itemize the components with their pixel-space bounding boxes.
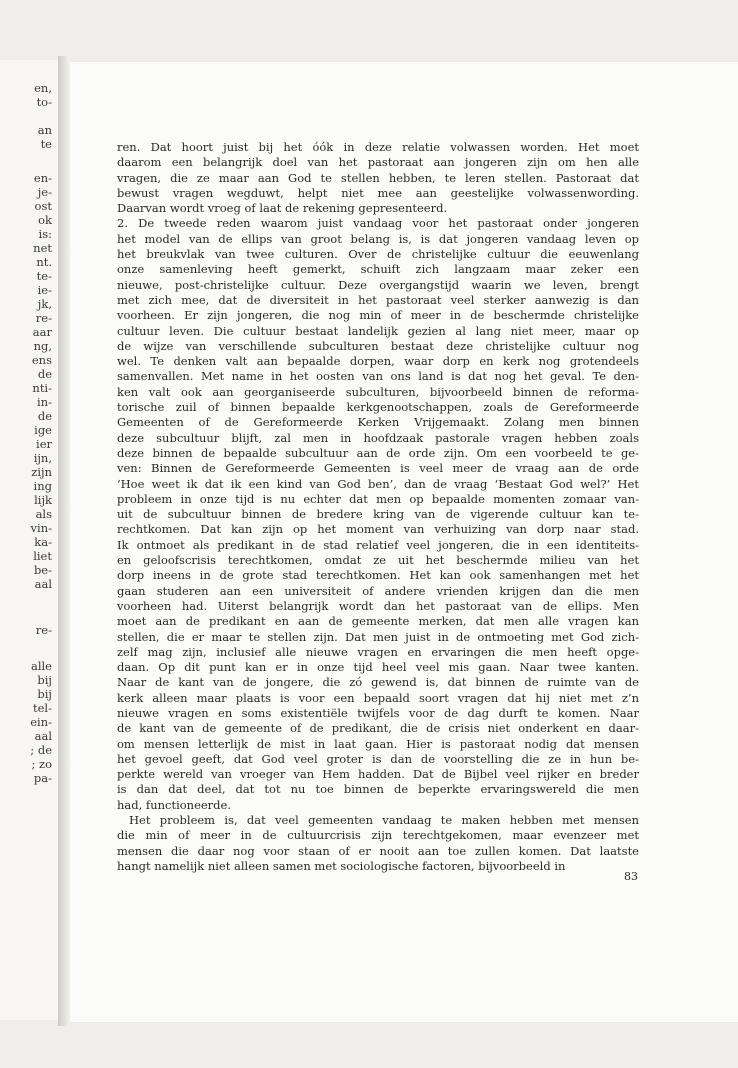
text-line: de kant van de gemeente of de predikant, die de crisis niet onderkent en daar- [117, 721, 639, 736]
previous-page-fragment: is: [38, 227, 52, 241]
previous-page-fragment: ka- [34, 535, 52, 549]
previous-page-fragment: zijn [31, 465, 52, 479]
text-line: deze subcultuur blijft, zal men in hoofdzaak pastorale vragen hebben zoals [117, 430, 639, 445]
previous-page-fragment: de [37, 409, 52, 423]
previous-page-fragment: bij [37, 673, 52, 687]
text-line: daarom een belangrijk doel van het pastoraat aan jongeren zijn om hen alle [117, 155, 639, 170]
previous-page-fragment: en- [33, 171, 52, 185]
text-line: Ik ontmoet als predikant in de stad relatief veel jongeren, die in een identiteits- [117, 537, 639, 552]
previous-page-fragment: tel- [33, 701, 52, 715]
text-line: Naar de kant van de jongere, die zó gewend is, dat binnen de ruimte van de [117, 675, 639, 690]
text-line: onze samenleving heeft gemerkt, schuift zich langzaam maar zeker een [117, 262, 639, 277]
previous-page-fragment: bij [37, 687, 52, 701]
previous-page-fragment: an [37, 123, 52, 137]
previous-page-fragment: de [37, 367, 52, 381]
text-line: perkte wereld van vroeger van Hem hadden. Dat de Bijbel veel rijker en breder [117, 767, 639, 782]
text-line: wel. Te denken valt aan bepaalde dorpen, waar dorp en kerk nog grotendeels [117, 354, 639, 369]
previous-page-fragment: be- [33, 563, 52, 577]
previous-page-fragment: ijn, [33, 451, 52, 465]
page-number: 83 [624, 870, 638, 883]
text-line: om mensen letterlijk de mist in laat gaan. Hier is pastoraat nodig dat mensen [117, 736, 639, 751]
previous-page-fragment: aar [32, 325, 52, 339]
text-line: is dan dat deel, dat tot nu toe binnen de beperkte ervaringswereld die men [117, 782, 639, 797]
previous-page-fragment: ige [34, 423, 52, 437]
text-line: nieuwe vragen en soms existentiële twijfels voor de dag durft te komen. Naar [117, 705, 639, 720]
text-line: deze binnen de bepaalde subcultuur aan de orde zijn. Om een voorbeeld te ge- [117, 445, 639, 460]
previous-page-fragment: ost [34, 199, 52, 213]
previous-page-fragment: ; de [30, 743, 52, 757]
text-line: het breukvlak van twee culturen. Over de christelijke cultuur die eeuwenlang [117, 247, 639, 262]
text-line: nieuwe, post-christelijke cultuur. Deze overgangstijd waarin we leven, brengt [117, 277, 639, 292]
previous-page-fragment: re- [35, 623, 52, 637]
text-line: daan. Op dit punt kan er in onze tijd heel veel mis gaan. Naar twee kanten. [117, 660, 639, 675]
book-gutter [58, 56, 70, 1026]
text-line: dorp ineens in de grote stad terechtkomen. Het kan ook samenhangen met het [117, 568, 639, 583]
text-line: kerk alleen maar plaats is voor een bepaald soort vragen dat hij niet met z’n [117, 690, 639, 705]
previous-page-fragment: ein- [30, 715, 52, 729]
previous-page-fragment: re- [35, 311, 52, 325]
text-line: de wijze van verschillende subculturen bestaat deze christelijke cultuur nog [117, 338, 639, 353]
text-line: voorheen had. Uiterst belangrijk wordt dan het pastoraat van de ellips. Men [117, 598, 639, 613]
previous-page-fragment: ng, [33, 339, 52, 353]
previous-page-fragment: pa- [33, 771, 52, 785]
previous-page-fragment: aal [34, 729, 52, 743]
text-line: voorheen. Er zijn jongeren, die nog min of meer in de beschermde christelijke [117, 308, 639, 323]
previous-page-fragment: je- [37, 185, 52, 199]
text-line: probleem in onze tijd is nu echter dat men op bepaalde momenten zomaar van- [117, 491, 639, 506]
previous-page-fragment: en, [34, 81, 52, 95]
text-line: cultuur leven. Die cultuur bestaat landelijk gezien al lang niet meer, maar op [117, 323, 639, 338]
text-line: stellen, die er maar te stellen zijn. Dat men juist in de ontmoeting met God zich- [117, 629, 639, 644]
text-line: gaan studeren aan een universiteit of andere vrienden krijgen dan die men [117, 583, 639, 598]
text-line: bewust vragen wegduwt, helpt niet mee aan geestelijke volwassenwording. [117, 185, 639, 200]
text-line: uit de subcultuur binnen de bredere kring van de vigerende cultuur kan te- [117, 507, 639, 522]
previous-page-fragment: te [40, 137, 52, 151]
text-line: mensen die daar nog voor staan of er nooit aan toe zullen komen. Dat laatste [117, 843, 639, 858]
previous-page-fragment: nti- [32, 381, 52, 395]
text-line: 2. De tweede reden waarom juist vandaag voor het pastoraat onder jongeren [117, 216, 639, 231]
previous-page-fragment: ens [31, 353, 52, 367]
previous-page-fragment: net [33, 241, 52, 255]
previous-page-fragment: ing [33, 479, 52, 493]
previous-page-fragment: liet [33, 549, 52, 563]
text-line: ken valt ook aan georganiseerde subculturen, bijvoorbeeld binnen de reforma- [117, 384, 639, 399]
previous-page-fragment: ; zo [31, 757, 52, 771]
text-line: die min of meer in de cultuurcrisis zijn terechtgekomen, maar evenzeer met [117, 828, 639, 843]
text-line: en geloofscrisis terechtkomen, omdat ze uit het beschermde milieu van het [117, 553, 639, 568]
text-line: Gemeenten of de Gereformeerde Kerken Vrijgemaakt. Zolang men binnen [117, 415, 639, 430]
text-line: had, functioneerde. [117, 797, 232, 812]
text-line: ven: Binnen de Gereformeerde Gemeenten is veel meer de vraag aan de orde [117, 461, 639, 476]
previous-page-fragment: ie- [37, 283, 52, 297]
previous-page-fragment: alle [30, 659, 52, 673]
text-line: het gevoel geeft, dat God veel groter is dan de voorstelling die ze in hun be- [117, 751, 639, 766]
previous-page-fragment: aal [34, 577, 52, 591]
previous-page-edge [0, 60, 58, 1020]
previous-page-fragment: in- [37, 395, 52, 409]
previous-page-fragment: als [35, 507, 52, 521]
previous-page-fragment: lijk [34, 493, 52, 507]
previous-page-fragment: jk, [37, 297, 52, 311]
text-line: samenvallen. Met name in het oosten van ons land is dat nog het geval. Te den- [117, 369, 639, 384]
body-text [117, 140, 639, 874]
text-line: het model van de ellips van groot belang is, is dat jongeren vandaag leven op [117, 231, 639, 246]
previous-page-fragment: vin- [30, 521, 52, 535]
text-line: torische zuil of binnen bepaalde kerkgenootschappen, zoals de Gereformeerde [117, 400, 639, 415]
text-line: hangt namelijk niet alleen samen met sociologische factoren, bijvoorbeeld in [117, 858, 566, 873]
previous-page-fragment: te- [36, 269, 52, 283]
previous-page-fragment: ier [36, 437, 52, 451]
text-line: zelf mag zijn, inclusief alle nieuwe vragen en ervaringen die men heeft opge- [117, 644, 639, 659]
text-line: met zich mee, dat de diversiteit in het pastoraat veel sterker aanwezig is dan [117, 292, 639, 307]
previous-page-fragment: to- [36, 95, 52, 109]
previous-page-fragment: ok [38, 213, 52, 227]
text-line: moet aan de predikant en aan de gemeente merken, dat men alle vragen kan [117, 614, 639, 629]
text-line: rechtkomen. Dat kan zijn op het moment van verhuizing van dorp naar stad. [117, 522, 639, 537]
text-line: Daarvan wordt vroeg of laat de rekening gepresenteerd. [117, 201, 448, 216]
text-line: ren. Dat hoort juist bij het óók in deze relatie volwassen worden. Het moet [117, 140, 639, 154]
text-line: vragen, die ze maar aan God te stellen hebben, te leren stellen. Pastoraat dat [117, 170, 639, 185]
previous-page-fragment: nt. [36, 255, 52, 269]
text-line: ‘Hoe weet ik dat ik een kind van God ben’, dan de vraag ‘Bestaat God wel?’ Het [117, 476, 639, 491]
text-line: Het probleem is, dat veel gemeenten vandaag te maken hebben met mensen [129, 813, 639, 828]
